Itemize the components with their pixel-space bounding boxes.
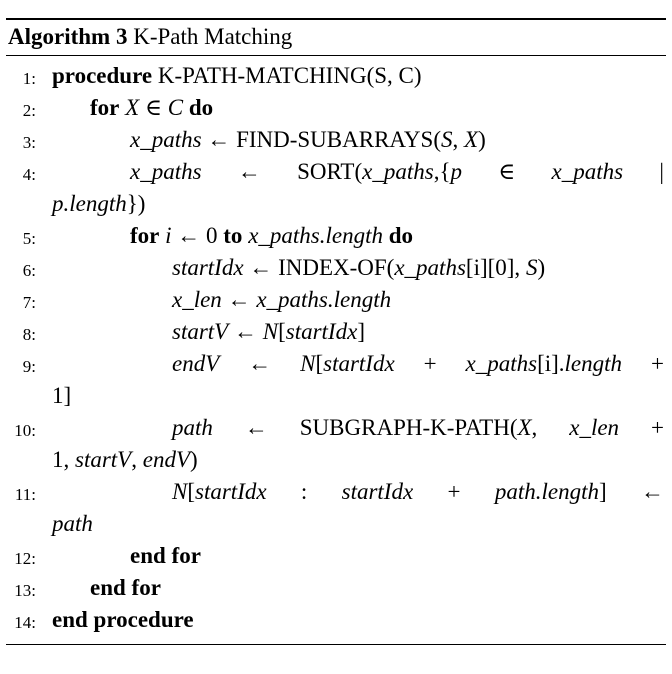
symbol: , <box>433 159 440 184</box>
var: x_len <box>172 287 222 312</box>
text: ) <box>537 255 546 280</box>
code-line-4 <box>130 159 664 185</box>
text: ( <box>433 127 441 152</box>
keyword-end-for: end for <box>130 543 201 568</box>
var: N <box>262 319 279 344</box>
text: ( <box>354 159 363 184</box>
var: startIdx <box>341 479 414 504</box>
text: ( <box>509 415 518 440</box>
code-line-4-wrap <box>52 191 145 217</box>
line-number: 13: <box>14 581 36 600</box>
var: endV <box>172 351 220 376</box>
code-line-10-wrap <box>52 447 198 473</box>
top-rule <box>6 18 666 20</box>
symbol: + <box>447 479 461 504</box>
code-line-9-wrap <box>52 383 71 409</box>
caption-rule <box>6 55 666 56</box>
code-line-12 <box>130 543 201 569</box>
code-line-9 <box>172 351 664 377</box>
symbol: { <box>439 159 451 184</box>
var: path <box>172 415 213 440</box>
line-number: 1: <box>22 69 36 88</box>
code-line-11-wrap <box>52 511 93 537</box>
line-number: 2: <box>22 101 36 120</box>
symbol: + <box>423 351 437 376</box>
var: N <box>172 479 188 504</box>
keyword-to: to <box>223 223 243 248</box>
symbol: : <box>300 479 308 504</box>
line-number: 5: <box>22 229 36 248</box>
line-number: 6: <box>22 261 36 280</box>
keyword-end-procedure: end procedure <box>52 607 194 632</box>
symbol: | <box>659 159 664 184</box>
code-line-8 <box>172 319 365 345</box>
text: ( <box>386 255 395 280</box>
var: endV <box>142 447 190 472</box>
code-line-14 <box>52 607 194 633</box>
line-number: 14: <box>14 613 36 632</box>
var: path <box>52 511 93 536</box>
keyword-procedure: procedure <box>52 63 153 88</box>
symbol: + <box>650 415 664 440</box>
line-number: 12: <box>14 549 36 568</box>
arguments: (S, C) <box>366 63 422 88</box>
var: C <box>167 95 184 120</box>
var: path.length <box>494 479 599 504</box>
var: x_paths.length <box>248 223 383 248</box>
var: x_paths <box>465 351 538 376</box>
line-number: 10: <box>14 421 36 440</box>
symbol: ← <box>177 223 201 248</box>
var: p.length <box>52 191 127 216</box>
var: length <box>564 351 623 376</box>
var: S <box>441 127 453 152</box>
var: X <box>125 95 140 120</box>
text: [ <box>315 351 324 376</box>
var: startIdx <box>172 255 244 280</box>
algorithm-label: Algorithm 3 <box>8 24 128 49</box>
var: startIdx <box>323 351 395 376</box>
text: [ <box>187 479 196 504</box>
var: startIdx <box>285 319 358 344</box>
symbol: , <box>131 447 137 472</box>
text: [i]. <box>537 351 565 376</box>
var: x_paths <box>130 127 202 152</box>
code-line-1 <box>52 63 422 89</box>
code-line-13 <box>90 575 161 601</box>
code-line-6 <box>172 255 545 281</box>
var: startV <box>172 319 229 344</box>
var: x_paths <box>362 159 434 184</box>
symbol: , <box>63 447 70 472</box>
text: [i][0], <box>465 255 521 280</box>
symbol: ∈ <box>144 95 162 120</box>
code-line-11 <box>172 479 664 505</box>
symbol: + <box>650 351 664 376</box>
code-line-7 <box>172 287 391 313</box>
function-name: SUBGRAPH-K-PATH <box>299 415 510 440</box>
symbol: ← <box>244 415 268 440</box>
var: x_paths <box>551 159 624 184</box>
keyword-for: for <box>130 223 160 248</box>
keyword-do: do <box>388 223 414 248</box>
var: startIdx <box>195 479 267 504</box>
line-number: 4: <box>22 165 36 184</box>
function-name: SORT <box>297 159 355 184</box>
symbol: ← <box>227 287 251 312</box>
var: x_len <box>569 415 620 440</box>
symbol: ← <box>207 127 231 152</box>
text: ] <box>598 479 607 504</box>
symbol: ← <box>237 159 261 184</box>
number: 1 <box>52 447 64 472</box>
line-number: 9: <box>22 357 36 376</box>
text: ] <box>63 383 72 408</box>
var: S <box>525 255 538 280</box>
symbol: , <box>452 127 459 152</box>
symbol: , <box>531 415 538 440</box>
var: X <box>464 127 479 152</box>
symbol: ∈ <box>498 159 516 184</box>
text: ] <box>357 319 365 344</box>
var: N <box>300 351 316 376</box>
var: i <box>165 223 172 248</box>
var: startV <box>75 447 132 472</box>
line-number: 11: <box>14 485 36 504</box>
var: X <box>517 415 532 440</box>
symbol: ← <box>233 319 257 344</box>
bottom-rule <box>6 644 666 645</box>
text: ) <box>478 127 486 152</box>
var: p <box>450 159 463 184</box>
symbol: ← <box>249 255 273 280</box>
var: x_paths <box>394 255 466 280</box>
keyword-do: do <box>188 95 214 120</box>
keyword-end-for: end for <box>90 575 161 600</box>
line-number: 3: <box>22 133 36 152</box>
algorithm-title: K-Path Matching <box>133 24 293 49</box>
symbol: }) <box>126 191 146 216</box>
symbol: ← <box>248 351 272 376</box>
code-line-5 <box>130 223 413 249</box>
code-line-3 <box>130 127 486 153</box>
line-number: 8: <box>22 325 36 344</box>
line-number: 7: <box>22 293 36 312</box>
var: x_paths <box>130 159 202 184</box>
code-line-10 <box>172 415 664 441</box>
algorithm-caption <box>8 22 292 52</box>
var: x_paths.length <box>256 287 392 312</box>
number: 1 <box>52 383 64 408</box>
symbol: ← <box>640 479 664 504</box>
function-name: K-PATH-MATCHING <box>157 63 367 88</box>
text: ) <box>190 447 198 472</box>
function-name: FIND-SUBARRAYS <box>236 127 434 152</box>
number: 0 <box>206 223 218 248</box>
keyword-for: for <box>90 95 120 120</box>
text: [ <box>278 319 286 344</box>
function-name: INDEX-OF <box>278 255 387 280</box>
code-line-2 <box>90 95 213 121</box>
